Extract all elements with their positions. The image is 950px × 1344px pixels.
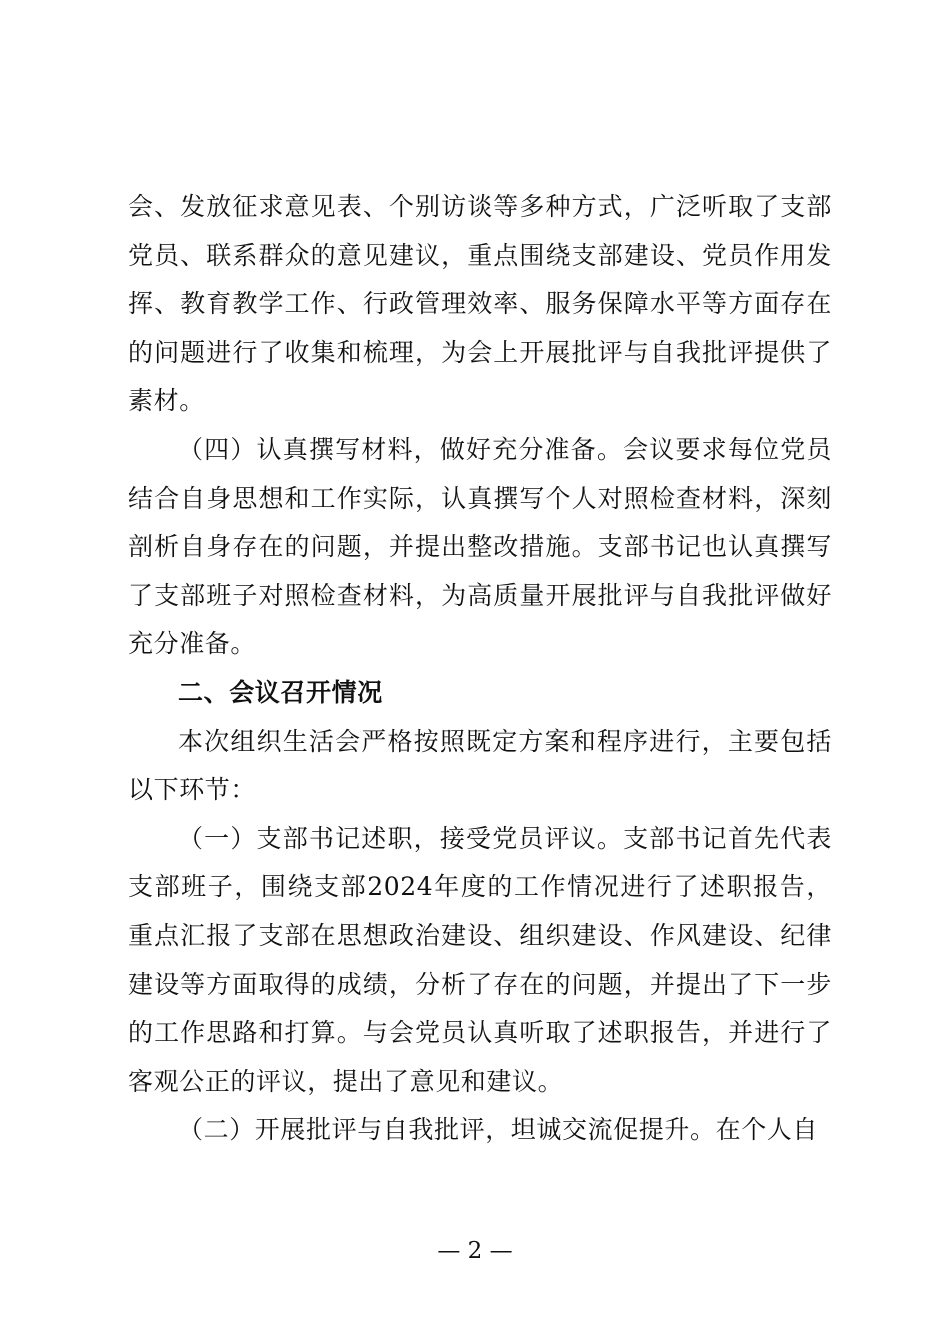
document-body — [128, 183, 832, 1155]
paragraph-continued-methods: 会、发放征求意见表、个别访谈等多种方式，广泛听取了支部党员、联系群众的意见建议，重点围绕支部建设、党员作用发挥、教育教学工作、行政管理效率、服务保障水平等方面存在的问题进行了收集和梳理，为会上开展批评与自我批评提供了素材。 — [128, 192, 832, 416]
paragraph-secretary-report: （一）支部书记述职，接受党员评议。支部书记首先代表支部班子，围绕支部2024年度的工作情况进行了述职报告，重点汇报了支部在思想政治建设、组织建设、作风建设、纪律建设等方面取得的成绩，分析了存在的问题，并提出了下一步的工作思路和打算。与会党员认真听取了述职报告，并进行了客观公正的评议，提出了意见和建议。 — [128, 823, 832, 1096]
paragraph-meeting-intro: 本次组织生活会严格按照既定方案和程序进行，主要包括以下环节： — [128, 726, 832, 805]
page-number: — 2 — — [437, 1238, 513, 1264]
paragraph-criticism-start: （二）开展批评与自我批评，坦诚交流促提升。在个人自 — [178, 1115, 819, 1145]
section-heading-meeting: 二、会议召开情况 — [178, 677, 383, 707]
paragraph-section-four-materials: （四）认真撰写材料，做好充分准备。会议要求每位党员结合自身思想和工作实际，认真撰写个人对照检查材料，深刻剖析自身存在的问题，并提出整改措施。支部书记也认真撰写了支部班子对照检查材料，为高质量开展批评与自我批评做好充分准备。 — [128, 434, 832, 659]
